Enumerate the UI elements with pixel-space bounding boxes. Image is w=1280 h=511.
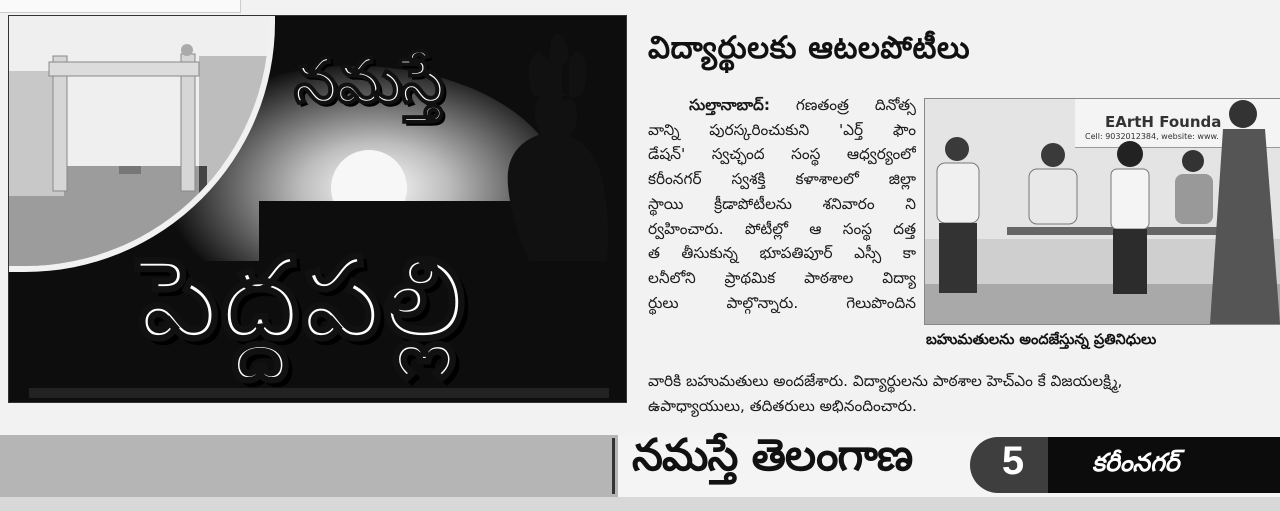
article-line: ర్థులు పాల్గొన్నారు. గెలుపొందిన [648,293,916,312]
photo-caption: బహుమతులను అందజేస్తున్న ప్రతినిధులు [926,332,1157,348]
top-edge-strip [0,0,241,13]
article-line: డేషన్' స్వచ్ఛంద సంస్థ ఆధ్వర్యంలో [648,145,916,164]
footer-divider [612,438,615,494]
article-line: లనీలోని ప్రాథమిక పాఠశాల విద్యా [648,268,916,287]
banner-city-name: పెద్దపల్లి [139,234,468,364]
article-headline: విద్యార్థులకు ఆటలపోటీలు [648,30,971,66]
article-line: వారికి బహుమతులు అందజేశారు. విద్యార్థులను పాఠశాల హెచ్ఎం కే విజయలక్ష్మి, [648,372,1123,390]
town-gate-icon [9,16,269,266]
banner-org-name: EArtH Founda [1105,113,1222,131]
article-dateline: సుల్తానాబాద్: [689,96,770,114]
newspaper-masthead: నమస్తే తెలంగాణ [632,430,913,481]
people-silhouettes-icon [925,99,1280,324]
banner-title: నమస్తే [294,44,444,117]
peddapalli-banner [8,15,627,403]
article-line: కరీంనగర్ స్వశక్తి కళాశాలలో జిల్లా [648,170,916,189]
article-line: ఉపాధ్యాయులు, తదితరులు అభినందించారు. [648,396,917,415]
award-ceremony-photo [924,98,1280,325]
article-line: ర్వహించారు. పోటీల్లో ఆ సంస్థ దత్త [648,219,916,238]
article-body-wide [648,369,1278,418]
edition-name: కరీంనగర్ [1092,448,1180,477]
bottom-edge-strip [0,497,1280,511]
article-line-1: సుల్తానాబాద్: గణతంత్ర దినోత్స [689,96,916,114]
article-line: స్థాయి క్రీడాపోటీలను శనివారం ని [648,194,916,213]
article-body-column [648,93,916,315]
article-line: వాన్ని పురస్కరించుకుని 'ఎర్త్ ఫౌం [648,120,916,139]
banner-contact: Cell: 9032012384, website: www. [1085,132,1219,141]
article-line: త తీసుకున్న భూపతిపూర్ ఎస్సీ కా [648,244,916,263]
page-number: 5 [1001,439,1025,483]
